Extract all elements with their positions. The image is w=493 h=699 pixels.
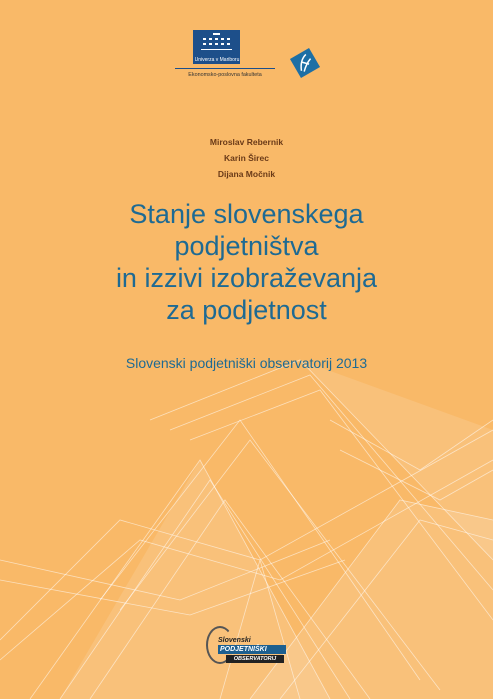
logo-text-line3: OBSERVATORIJ [226,655,284,663]
logo-text-line2: PODJETNIŠKI [218,645,286,654]
divider [175,68,275,69]
building-icon [193,30,240,56]
observatory-logo [206,622,290,666]
author-list [0,134,493,182]
title-line: Stanje slovenskega [129,199,364,229]
faculty-emblem-icon [288,46,322,80]
author-name: Dijana Močnik [217,169,276,179]
author-name: Karin Širec [224,153,269,163]
title-line: za podjetnost [166,295,327,325]
book-title [0,198,493,326]
author-name: Miroslav Rebernik [209,137,284,147]
faculty-name: Ekonomsko-poslovna fakulteta [188,72,262,78]
title-line: in izzivi izobraževanja [115,263,378,293]
logo-text-line1: Slovenski [218,637,251,644]
title-line: podjetništva [174,231,319,261]
university-name: Univerza v Mariboru [194,57,240,63]
book-subtitle: Slovenski podjetniški observatorij 2013 [125,355,368,371]
